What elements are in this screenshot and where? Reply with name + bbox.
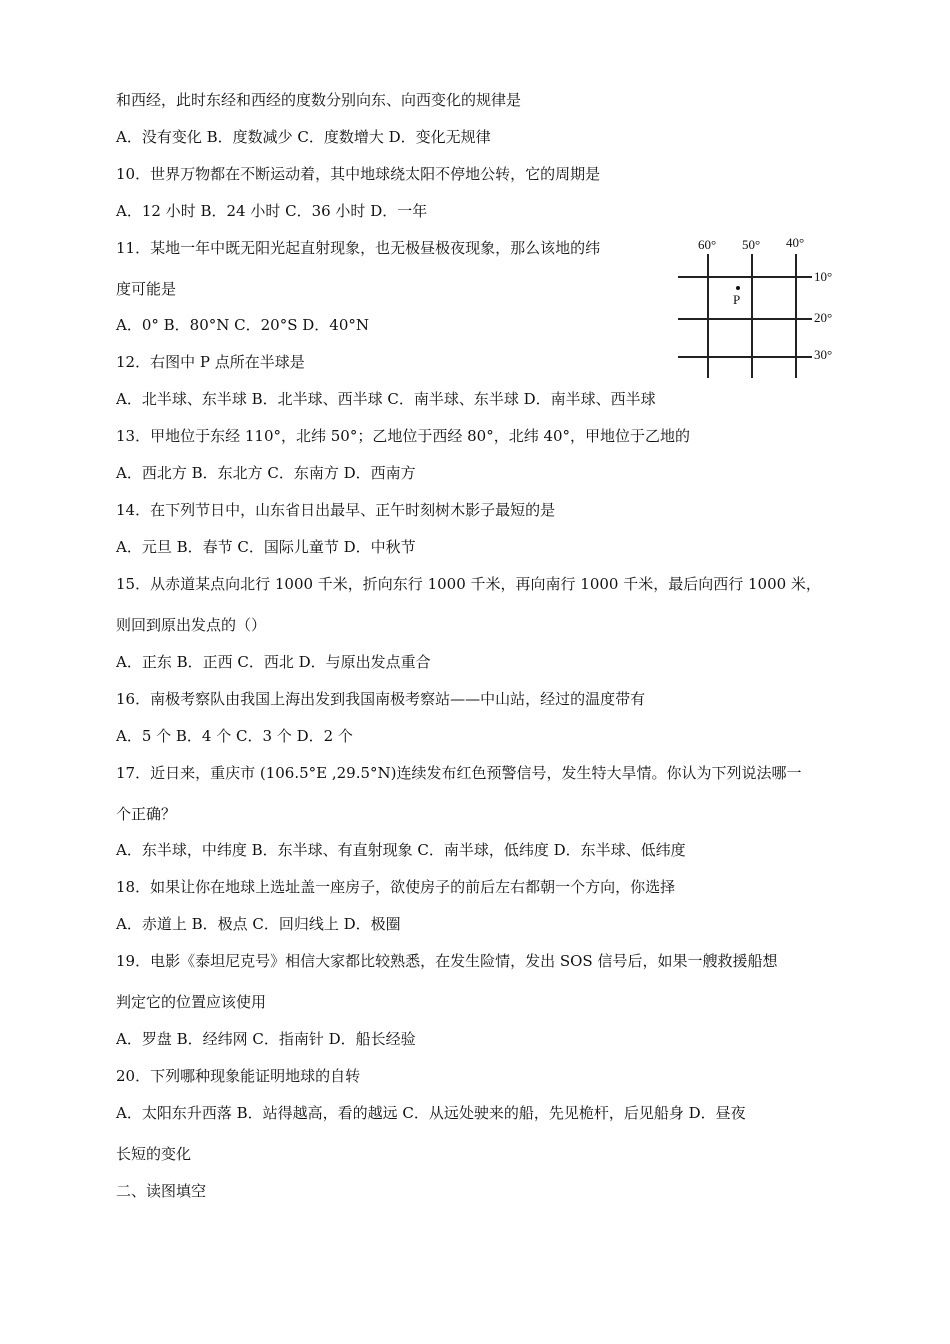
text-line: 10．世界万物都在不断运动着，其中地球绕太阳不停地公转，它的周期是 (116, 165, 601, 183)
text-line: 11．某地一年中既无阳光起直射现象，也无极昼极夜现象，那么该地的纬 (116, 239, 601, 257)
text-line: 和西经，此时东经和西经的度数分别向东、向西变化的规律是 (116, 91, 522, 109)
longitude-label: 40° (786, 235, 805, 250)
text-line: 20．下列哪种现象能证明地球的自转 (116, 1067, 361, 1085)
text-line: 15．从赤道某点向北行 1000 千米，折向东行 1000 千米，再向南行 1000 千米，最后向西行 1000 米， (116, 575, 821, 593)
point-p-marker (736, 286, 740, 290)
text-line: A．北半球、东半球 B．北半球、西半球 C．南半球、东半球 D．南半球、西半球 (116, 390, 656, 408)
text-line: A．5 个 B．4 个 C．3 个 D．2 个 (116, 727, 353, 745)
text-line: 18．如果让你在地球上选址盖一座房子，欲使房子的前后左右都朝一个方向，你选择 (116, 878, 676, 896)
point-p-label: P (733, 292, 741, 307)
text-line: 则回到原出发点的（） (116, 616, 267, 634)
text-line: A．太阳东升西落 B．站得越高，看的越远 C．从远处驶来的船，先见桅杆，后见船身 D．昼夜 (116, 1104, 746, 1122)
text-line: A．正东 B．正西 C．西北 D．与原出发点重合 (116, 653, 431, 671)
text-line: 二、读图填空 (116, 1182, 207, 1200)
text-line: 13．甲地位于东经 110°，北纬 50°；乙地位于西经 80°，北纬 40°，甲地位于乙地的 (116, 427, 691, 445)
grid-diagram (672, 232, 844, 380)
longitude-label: 60° (698, 237, 717, 252)
text-line: A．赤道上 B．极点 C．回归线上 D．极圈 (116, 915, 401, 933)
text-line: A．12 小时 B．24 小时 C．36 小时 D．一年 (116, 202, 428, 220)
text-line: 14．在下列节日中，山东省日出最早、正午时刻树木影子最短的是 (116, 501, 556, 519)
text-line: A．罗盘 B．经纬网 C．指南针 D．船长经验 (116, 1030, 416, 1048)
text-line: A．元旦 B．春节 C．国际儿童节 D．中秋节 (116, 538, 416, 556)
text-line: A．没有变化 B．度数减少 C．度数增大 D．变化无规律 (116, 128, 491, 146)
text-line: 个正确？ (116, 805, 177, 823)
text-line: A．东半球，中纬度 B．东半球、有直射现象 C．南半球，低纬度 D．东半球、低纬度 (116, 841, 686, 859)
longitude-label: 50° (742, 237, 761, 252)
text-line: A．西北方 B．东北方 C．东南方 D．西南方 (116, 464, 416, 482)
text-line: A．0° B．80°N C．20°S D．40°N (116, 316, 369, 334)
text-line: 长短的变化 (116, 1145, 192, 1163)
latitude-label: 10° (814, 269, 833, 284)
text-line: 16．南极考察队由我国上海出发到我国南极考察站——中山站，经过的温度带有 (116, 690, 646, 708)
text-line: 度可能是 (116, 280, 177, 298)
text-line: 判定它的位置应该使用 (116, 993, 267, 1011)
text-line: 12．右图中 P 点所在半球是 (116, 353, 305, 371)
latitude-label: 20° (814, 310, 833, 325)
text-line: 19．电影《泰坦尼克号》相信大家都比较熟悉，在发生险情，发出 SOS 信号后，如果一艘救援船想 (116, 952, 778, 970)
text-line: 17．近日来，重庆市 (106.5°E ,29.5°N)连续发布红色预警信号，发生特大旱情。你认为下列说法哪一 (116, 764, 802, 782)
lat-lon-grid-figure (672, 232, 844, 380)
latitude-label: 30° (814, 347, 833, 362)
